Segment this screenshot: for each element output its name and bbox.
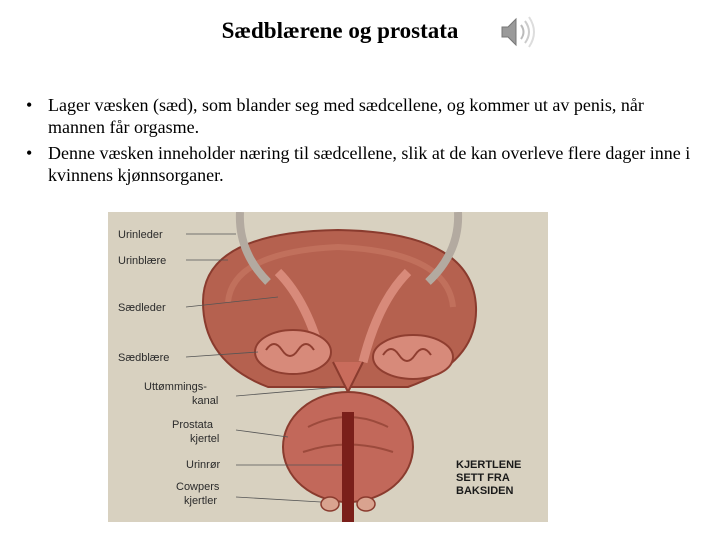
label-uttommings-1: Uttømmings-: [144, 381, 207, 393]
urethra-shape: [342, 412, 354, 522]
bullet-item: [24, 94, 704, 138]
caption-line-3: BAKSIDEN: [456, 485, 514, 497]
bullet-item: [24, 142, 704, 186]
caption-line-2: SETT FRA: [456, 472, 510, 484]
caption-line-1: KJERTLENE: [456, 459, 522, 471]
label-prostata-2: kjertel: [190, 433, 220, 445]
label-urinblaere: Urinblære: [118, 255, 167, 267]
bullet-marker: •: [26, 143, 33, 163]
bullet-text: Denne væsken inneholder næring til sædcellene, slik at de kan overleve flere dager inne i kvinnens kjønnsorganer.: [48, 143, 691, 185]
cowpers-gland-right: [357, 497, 375, 511]
label-saedleder: Sædleder: [118, 302, 166, 314]
label-saedblaere: Sædblære: [118, 352, 170, 364]
cowpers-gland-left: [321, 497, 339, 511]
speaker-icon[interactable]: [498, 14, 540, 50]
label-prostata-1: Prostata: [172, 419, 213, 431]
bullet-list: [24, 94, 704, 190]
slide-title: Sædblærene og prostata: [221, 18, 459, 43]
anatomy-illustration: [108, 212, 548, 522]
label-cowpers-1: Cowpers: [176, 481, 220, 493]
label-cowpers-2: kjertler: [184, 495, 218, 507]
label-urinleder: Urinleder: [118, 229, 163, 241]
label-urinror: Urinrør: [186, 459, 221, 471]
seminal-vesicle-left: [255, 330, 331, 374]
bullet-text: Lager væsken (sæd), som blander seg med sædcellene, og kommer ut av penis, når mannen får orgasme.: [48, 95, 644, 137]
label-uttommings-2: kanal: [192, 395, 219, 407]
bullet-marker: •: [26, 95, 33, 115]
